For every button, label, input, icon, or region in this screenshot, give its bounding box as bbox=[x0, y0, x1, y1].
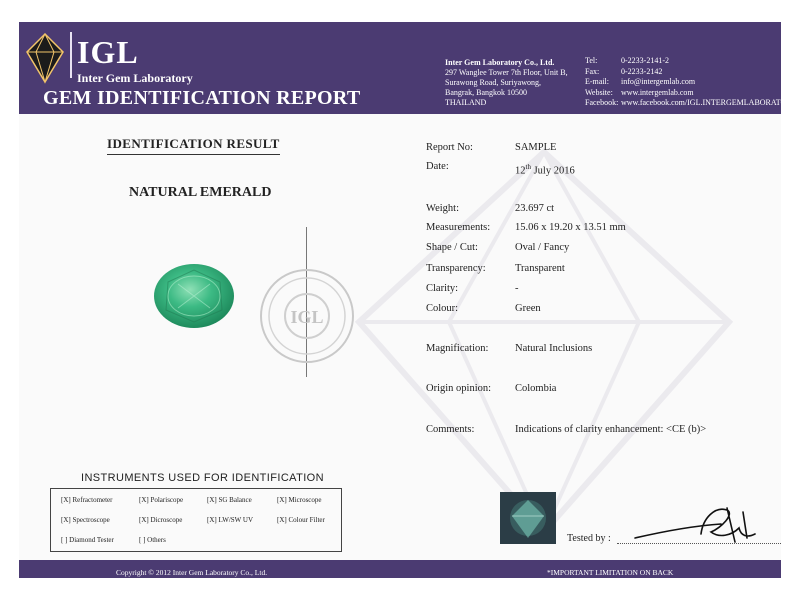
address-line: Bangrak, Bangkok 10500 bbox=[445, 88, 527, 97]
company-name: Inter Gem Laboratory Co., Ltd. bbox=[445, 58, 555, 67]
instrument-name: Diamond Tester bbox=[69, 536, 114, 544]
colour-value: Green bbox=[515, 303, 541, 314]
contact-value: info@intergemlab.com bbox=[621, 77, 696, 86]
report-title: GEM IDENTIFICATION REPORT bbox=[43, 87, 361, 109]
brand-logo-text: IGL bbox=[77, 34, 139, 70]
contact-value: 0-2233-2141-2 bbox=[621, 56, 669, 65]
measurements-label: Measurements: bbox=[426, 222, 491, 233]
address-line: 297 Wanglee Tower 7th Floor, Unit B, bbox=[445, 68, 568, 77]
shape-cut-value: Oval / Fancy bbox=[515, 242, 570, 253]
checkbox-mark: [X] bbox=[207, 516, 217, 524]
colour-label: Colour: bbox=[426, 303, 459, 314]
date-suffix: th bbox=[525, 163, 531, 171]
checkbox-mark: [X] bbox=[277, 496, 287, 504]
contact-label: Fax: bbox=[585, 66, 600, 76]
magnification-value: Natural Inclusions bbox=[515, 343, 593, 354]
instrument-name: LW/SW UV bbox=[218, 516, 254, 524]
lab-contact bbox=[585, 56, 786, 109]
contact-label: Facebook: bbox=[585, 98, 619, 107]
weight-value: 23.697 ct bbox=[515, 203, 555, 214]
checkbox-mark: [X] bbox=[277, 516, 287, 524]
contact-label: Website: bbox=[585, 87, 613, 97]
magnification-label: Magnification: bbox=[426, 343, 489, 354]
contact-tel bbox=[585, 56, 786, 67]
contact-value: 0-2233-2142 bbox=[621, 66, 663, 76]
instrument-refractometer bbox=[61, 496, 113, 505]
copyright-notice bbox=[116, 568, 267, 577]
report-number-value: SAMPLE bbox=[515, 142, 557, 153]
measurements-value: 15.06 x 19.20 x 13.51 mm bbox=[515, 222, 626, 233]
signature-mark bbox=[631, 498, 761, 546]
checkbox-mark: [ ] bbox=[61, 536, 68, 544]
date-month-year: July 2016 bbox=[530, 165, 575, 177]
transparency-label: Transparency: bbox=[426, 263, 486, 274]
checkbox-mark: [X] bbox=[207, 496, 217, 504]
contact-website bbox=[585, 88, 786, 99]
seal-text: IGL bbox=[290, 307, 324, 327]
instrument-lw-sw-uv bbox=[207, 516, 253, 525]
emerald-gem-photo bbox=[152, 262, 236, 330]
report-number-label: Report No: bbox=[426, 142, 473, 153]
instrument-microscope bbox=[277, 496, 322, 505]
igl-embossed-seal bbox=[257, 266, 357, 366]
instruments-title: INSTRUMENTS USED FOR IDENTIFICATION bbox=[81, 472, 324, 484]
origin-label: Origin opinion: bbox=[426, 383, 492, 394]
header-banner bbox=[19, 22, 787, 114]
report-date-value bbox=[515, 161, 575, 178]
instrument-name: Microscope bbox=[288, 496, 322, 504]
address-line: THAILAND bbox=[445, 98, 487, 107]
logo-divider bbox=[70, 32, 72, 78]
hologram-security-sticker bbox=[500, 492, 556, 544]
background-watermark bbox=[309, 132, 779, 552]
instrument-sg-balance bbox=[207, 496, 252, 505]
comments-label: Comments: bbox=[426, 424, 475, 435]
shape-cut-label: Shape / Cut: bbox=[426, 242, 478, 253]
transparency-value: Transparent bbox=[515, 263, 565, 274]
instrument-name: Refractometer bbox=[72, 496, 113, 504]
checkbox-mark: [X] bbox=[61, 496, 71, 504]
clarity-label: Clarity: bbox=[426, 283, 459, 294]
gem-identification: NATURAL EMERALD bbox=[129, 185, 272, 200]
contact-facebook bbox=[585, 98, 786, 109]
instrument-colour-filter bbox=[277, 516, 325, 525]
instrument-name: SG Balance bbox=[218, 496, 252, 504]
instruments-checklist bbox=[50, 488, 342, 552]
date-day: 12 bbox=[515, 165, 526, 177]
weight-label: Weight: bbox=[426, 203, 459, 214]
instrument-name: Others bbox=[147, 536, 166, 544]
instrument-spectroscope bbox=[61, 516, 110, 525]
copyright-label: Copyright bbox=[116, 568, 147, 577]
copyright-symbol: © bbox=[148, 568, 154, 577]
contact-label: Tel: bbox=[585, 56, 598, 65]
checkbox-mark: [X] bbox=[139, 496, 149, 504]
checkbox-mark: [X] bbox=[61, 516, 71, 524]
instrument-name: Colour Filter bbox=[288, 516, 325, 524]
clarity-value: - bbox=[515, 283, 519, 294]
origin-value: Colombia bbox=[515, 383, 557, 394]
instrument-polariscope bbox=[139, 496, 183, 505]
identification-result-title: IDENTIFICATION RESULT bbox=[107, 137, 280, 155]
brand-full-name: Inter Gem Laboratory bbox=[77, 71, 193, 85]
contact-value: www.facebook.com/IGL.INTERGEMLABORATO bbox=[621, 98, 787, 107]
tested-by-label: Tested by : bbox=[567, 533, 611, 544]
contact-value: www.intergemlab.com bbox=[621, 87, 694, 97]
contact-label: E-mail: bbox=[585, 77, 609, 86]
instrument-dicroscope bbox=[139, 516, 182, 525]
limitation-notice: *IMPORTANT LIMITATION ON BACK bbox=[547, 568, 674, 577]
diamond-logo-icon bbox=[23, 32, 67, 84]
checkbox-mark: [X] bbox=[139, 516, 149, 524]
instrument-name: Dicroscope bbox=[150, 516, 183, 524]
copyright-owner: 2012 Inter Gem Laboratory Co., Ltd. bbox=[155, 568, 268, 577]
instrument-diamond-tester bbox=[61, 536, 114, 545]
contact-email bbox=[585, 77, 786, 88]
lab-address bbox=[445, 58, 568, 108]
checkbox-mark: [ ] bbox=[139, 536, 146, 544]
certificate bbox=[19, 22, 787, 578]
contact-fax bbox=[585, 67, 786, 78]
comments-value: Indications of clarity enhancement: <CE (b)> bbox=[515, 424, 707, 435]
instrument-others bbox=[139, 536, 166, 545]
instrument-name: Polariscope bbox=[150, 496, 184, 504]
report-date-label: Date: bbox=[426, 161, 449, 172]
address-line: Surawong Road, Suriyawong, bbox=[445, 78, 541, 87]
instrument-name: Spectroscope bbox=[72, 516, 110, 524]
